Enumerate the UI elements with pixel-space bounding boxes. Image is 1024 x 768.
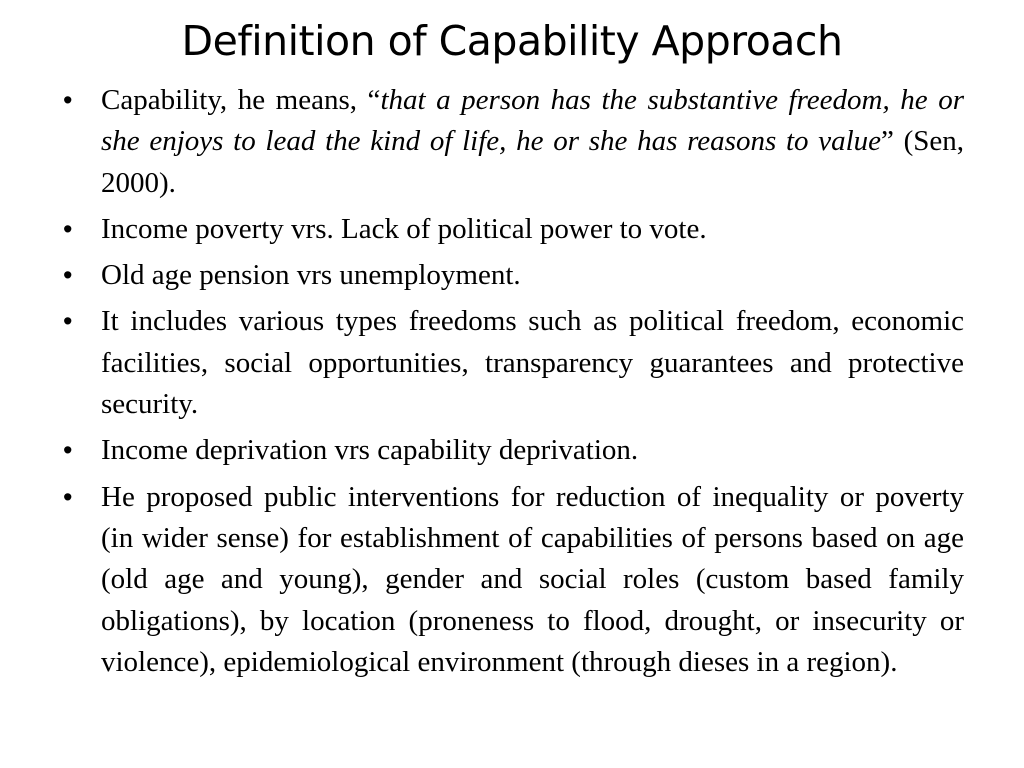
bullet-item-public-interventions: [60, 477, 964, 683]
bullet-text: It includes various types freedoms such as political freedom, economic facilities, social opportunities, transparency guarantees and protective security.: [101, 305, 964, 421]
bullet-item-capability-definition: [60, 80, 964, 204]
sen-quote: that a person has the substantive freedom, he or she enjoys to lead the kind of life, he or she has reasons to value: [101, 84, 964, 158]
bullet-text: Income deprivation vrs capability deprivation.: [101, 434, 639, 467]
bullet-icon: •: [63, 213, 73, 244]
bullet-item-income-poverty: [60, 209, 964, 250]
bullet-icon: •: [63, 435, 73, 466]
bullet-icon: •: [63, 481, 73, 512]
bullet-icon: •: [63, 306, 73, 337]
bullet-text-lead: Capability, he means, “: [101, 84, 381, 116]
bullet-text: Old age pension vrs unemployment.: [101, 259, 521, 292]
citation: ” (Sen, 2000).: [101, 125, 965, 199]
bullet-item-income-deprivation: [60, 430, 964, 471]
bullet-text: Income poverty vrs. Lack of political power to vote.: [101, 212, 707, 245]
bullet-icon: •: [63, 85, 73, 115]
bullet-item-freedoms: [60, 301, 964, 425]
bullet-icon: •: [63, 260, 73, 291]
bullet-item-old-age-pension: [60, 255, 964, 296]
slide-title: Definition of Capability Approach: [181, 17, 843, 65]
bullet-list: [60, 80, 964, 688]
bullet-text: He proposed public interventions for reduction of inequality or poverty (in wider sense) for establishment of capabilities of persons based on age (old age and young), gender and social roles (custom based family obligations), by location (proneness to flood, drought, or insecurity or violence), epidemiological environment (through dieses in a region).: [101, 480, 964, 678]
